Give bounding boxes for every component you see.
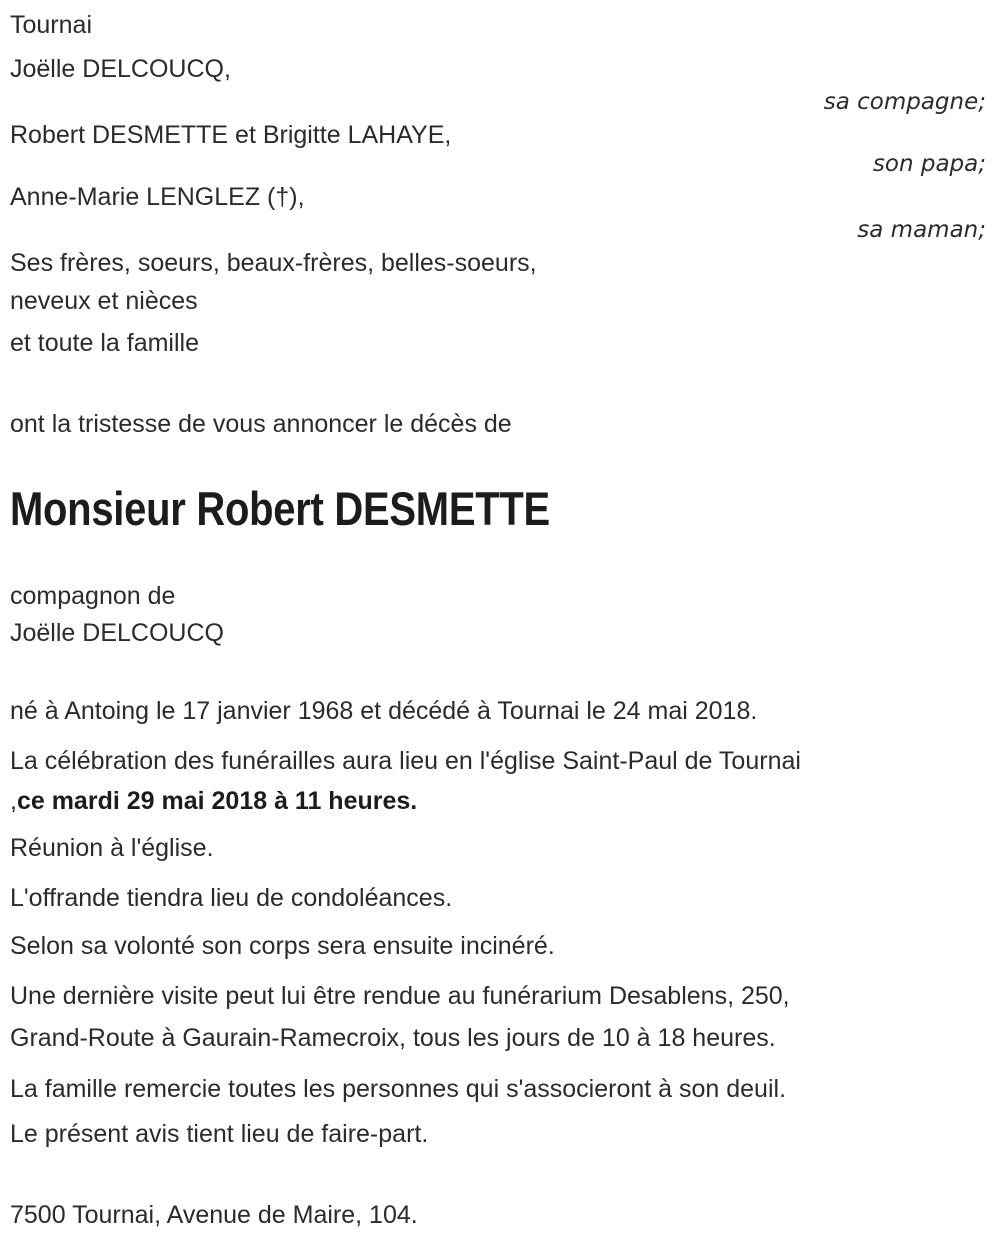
funeral-datetime-prefix: ,: [10, 787, 17, 815]
thanks-line: La famille remercie toutes les personnes qui s'associeront à son deuil.: [10, 1075, 787, 1103]
church-meeting-line: Réunion à l'église.: [10, 834, 214, 862]
announcement-intro: ont la tristesse de vous annoncer le décès de: [10, 410, 512, 438]
visitation-line-2: Grand-Route à Gaurain-Ramecroix, tous les jours de 10 à 18 heures.: [10, 1024, 776, 1052]
relative-name-1: Joëlle DELCOUCQ,: [10, 55, 231, 83]
address-line: 7500 Tournai, Avenue de Maire, 104.: [10, 1201, 418, 1229]
funeral-datetime-bold: ce mardi 29 mai 2018 à 11 heures.: [16, 787, 418, 815]
cremation-line: Selon sa volonté son corps sera ensuite incinéré.: [10, 932, 555, 960]
relative-name-2: Robert DESMETTE et Brigitte LAHAYE,: [10, 121, 452, 149]
relation-label-2: son papa;: [872, 151, 986, 177]
companion-line-2: Joëlle DELCOUCQ: [10, 619, 224, 647]
companion-line-1: compagnon de: [10, 582, 176, 610]
offering-line: L'offrande tiendra lieu de condoléances.: [10, 884, 453, 912]
deceased-name-heading: Monsieur Robert DESMETTE: [10, 482, 550, 535]
notice-line: Le présent avis tient lieu de faire-part.: [10, 1120, 429, 1148]
city-line: Tournai: [10, 11, 92, 39]
birth-death-line: né à Antoing le 17 janvier 1968 et décédé à Tournai le 24 mai 2018.: [10, 697, 758, 725]
family-line-2: neveux et nièces: [10, 287, 198, 315]
visitation-line-1: Une dernière visite peut lui être rendue au funérarium Desablens, 250,: [10, 982, 790, 1010]
family-line-1: Ses frères, soeurs, beaux-frères, belles-soeurs,: [10, 249, 537, 277]
relation-label-3: sa maman;: [857, 217, 986, 243]
relative-name-3: Anne-Marie LENGLEZ (†),: [10, 183, 305, 211]
family-line-3: et toute la famille: [10, 329, 199, 357]
funeral-location-line: La célébration des funérailles aura lieu en l'église Saint-Paul de Tournai: [10, 747, 801, 775]
funeral-datetime-line: [10, 786, 986, 816]
relation-label-1: sa compagne;: [823, 89, 986, 115]
